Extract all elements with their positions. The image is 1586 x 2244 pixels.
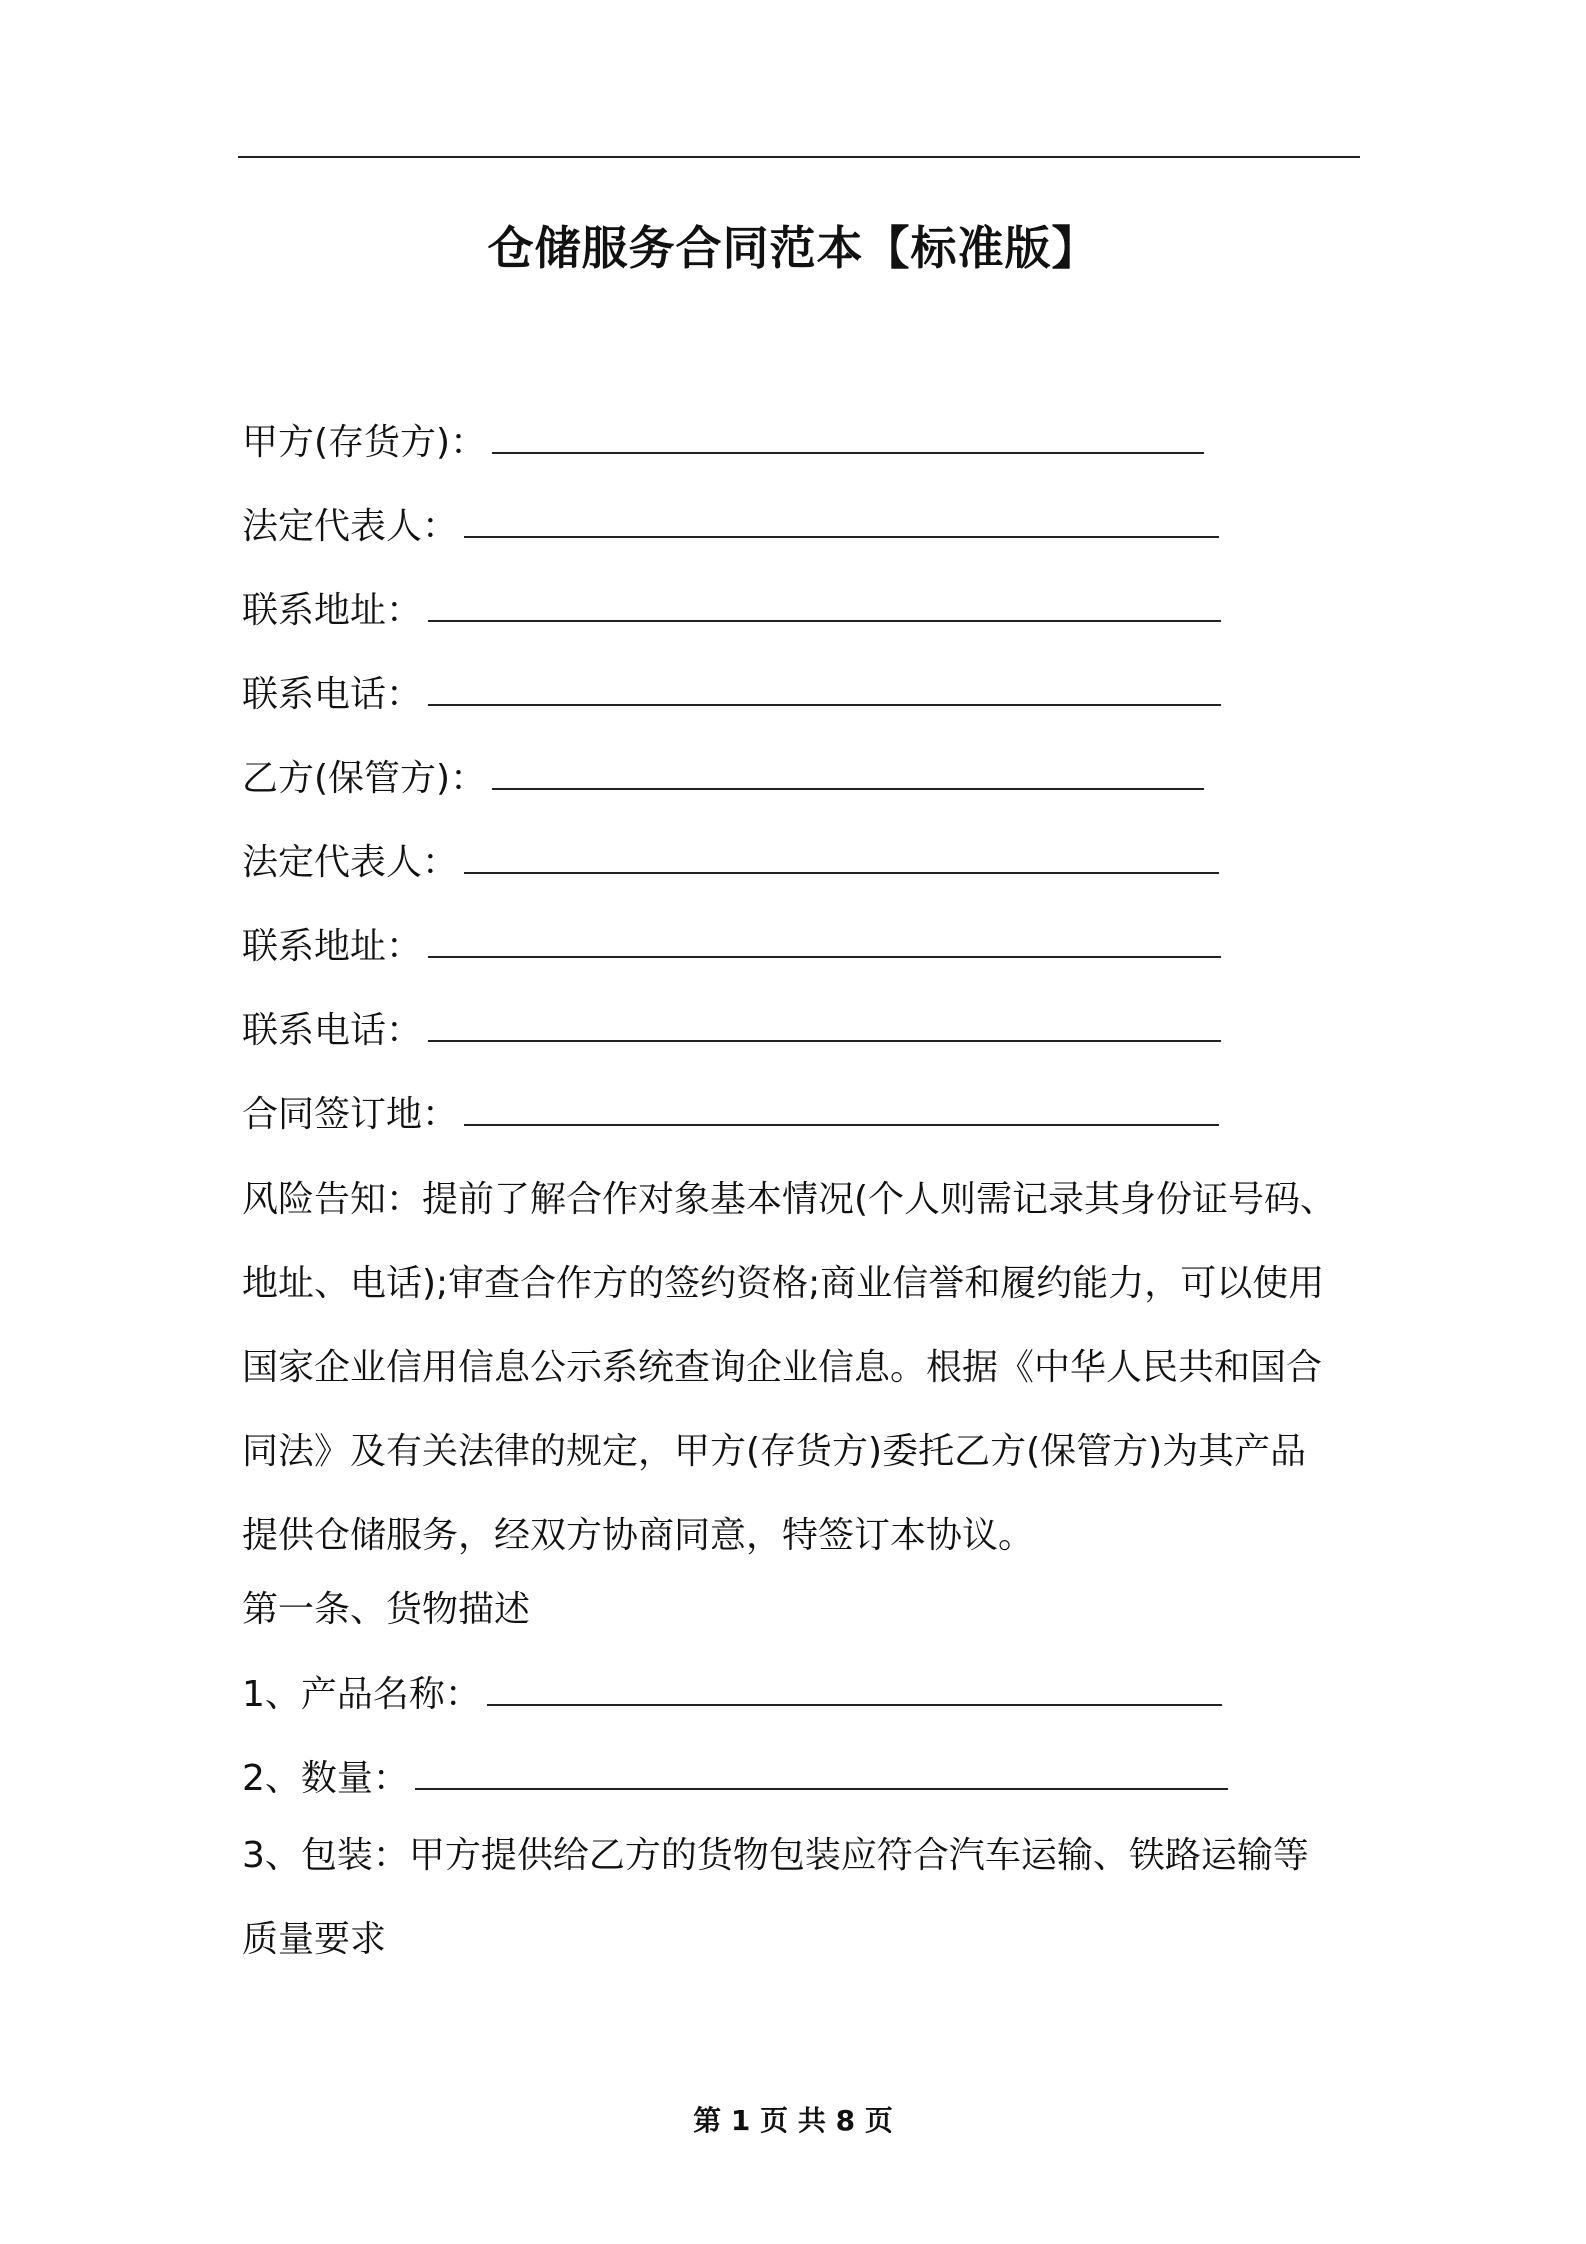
fill-blank[interactable] <box>415 1754 1228 1790</box>
fill-blank[interactable] <box>464 502 1219 538</box>
paragraph-line: 同法》及有关法律的规定，甲方(存货方)委托乙方(保管方)为其产品 <box>242 1431 1307 1472</box>
paragraph-line: 3、包装：甲方提供给乙方的货物包装应符合汽车运输、铁路运输等 <box>242 1835 1309 1876</box>
fill-blank[interactable] <box>492 754 1204 790</box>
fill-blank[interactable] <box>487 1670 1222 1706</box>
field-party-a <box>242 418 1204 467</box>
packaging-paragraph <box>242 1814 1362 1982</box>
field-label: 联系电话： <box>242 1010 423 1051</box>
field-legal-rep-a <box>242 502 1219 551</box>
field-party-b <box>242 754 1204 803</box>
fill-blank[interactable] <box>428 670 1221 706</box>
paragraph-line: 质量要求 <box>242 1919 387 1960</box>
field-phone-a <box>242 670 1221 719</box>
field-label: 法定代表人： <box>242 842 459 883</box>
field-label: 合同签订地： <box>242 1094 459 1135</box>
field-label: 2、数量： <box>242 1758 409 1799</box>
fill-blank[interactable] <box>464 1090 1219 1126</box>
document-title: 仓储服务合同范本【标准版】 <box>487 221 1099 275</box>
field-label: 1、产品名称： <box>242 1674 481 1715</box>
paragraph-line: 国家企业信用信息公示系统查询企业信息。根据《中华人民共和国合 <box>242 1347 1323 1388</box>
page-number: 第 1 页 共 8 页 <box>693 2104 893 2137</box>
risk-notice-paragraph <box>242 1158 1362 1578</box>
field-label: 联系地址： <box>242 926 423 967</box>
fill-blank[interactable] <box>428 1006 1221 1042</box>
article-one-heading: 第一条、货物描述 <box>242 1589 531 1630</box>
field-label: 法定代表人： <box>242 506 459 547</box>
field-address-b <box>242 922 1221 971</box>
field-label: 甲方(存货方)： <box>242 422 487 463</box>
paragraph-line: 风险告知：提前了解合作对象基本情况(个人则需记录其身份证号码、 <box>242 1179 1337 1220</box>
field-quantity <box>242 1754 1228 1803</box>
paragraph-line: 提供仓储服务，经双方协商同意，特签订本协议。 <box>242 1515 1035 1556</box>
field-label: 联系电话： <box>242 674 423 715</box>
paragraph-line: 地址、电话);审查合作方的签约资格;商业信誉和履约能力，可以使用 <box>242 1263 1325 1304</box>
fill-blank[interactable] <box>428 586 1221 622</box>
field-phone-b <box>242 1006 1221 1055</box>
fill-blank[interactable] <box>428 922 1221 958</box>
field-product-name <box>242 1670 1222 1719</box>
field-label: 联系地址： <box>242 590 423 631</box>
field-signing-place <box>242 1090 1219 1139</box>
field-label: 乙方(保管方)： <box>242 758 487 799</box>
fill-blank[interactable] <box>464 838 1219 874</box>
header-rule <box>238 156 1360 158</box>
fill-blank[interactable] <box>492 418 1204 454</box>
field-address-a <box>242 586 1221 635</box>
field-legal-rep-b <box>242 838 1219 887</box>
